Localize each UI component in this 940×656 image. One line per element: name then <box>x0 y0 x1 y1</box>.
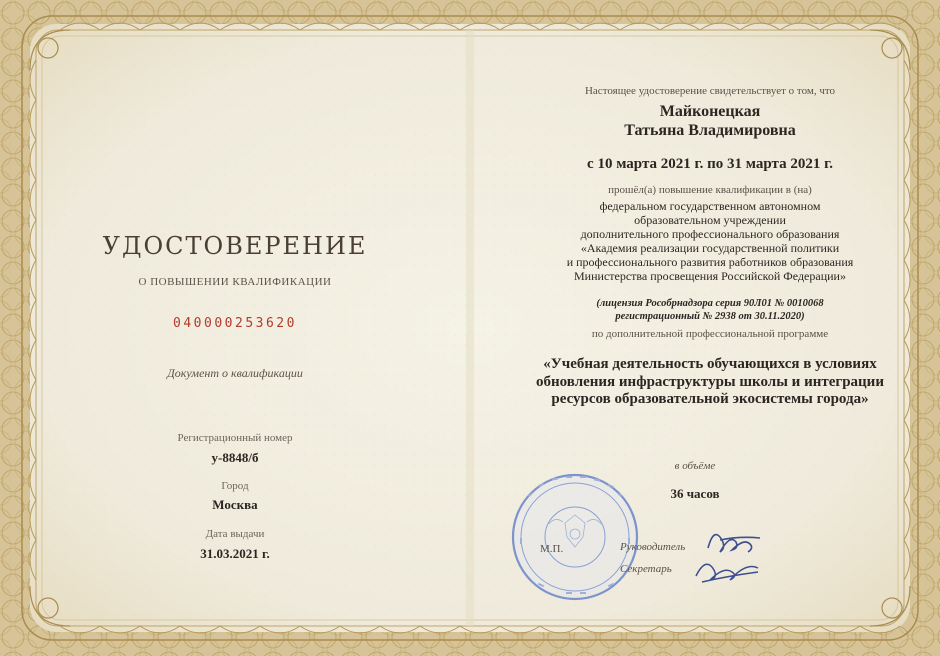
organization-block <box>500 199 920 283</box>
city-value: Москва <box>212 497 258 512</box>
organization-line: Министерства просвещения Российской Федерации» <box>574 269 846 283</box>
organization-line: «Академия реализации государственной политики <box>580 241 840 255</box>
volume-label: в объёме <box>674 460 716 472</box>
program-title <box>500 356 920 409</box>
organization-line: и профессионального развития работников образования <box>566 255 854 269</box>
program-title-line: «Учебная деятельность обучающихся в условиях <box>543 356 877 372</box>
issue-date-value: 31.03.2021 г. <box>200 546 270 561</box>
program-title-line: обновления инфраструктуры школы и интеграции <box>536 373 884 390</box>
secretary-signature <box>690 550 770 590</box>
license-block <box>500 297 920 323</box>
training-period: с 10 марта 2021 г. по 31 марта 2021 г. <box>587 156 833 172</box>
secretary-label: Секретарь <box>620 563 672 575</box>
serial-number: 040000253620 <box>173 316 297 331</box>
license-line: (лицензия Рособрнадзора серия 90Л01 № 0010068 <box>596 298 824 309</box>
registration-number: у-8848/б <box>211 450 259 465</box>
program-intro: по дополнительной профессиональной программе <box>591 328 829 340</box>
official-stamp <box>508 470 642 604</box>
organization-line: образовательном учреждении <box>634 213 786 227</box>
holder-given-names: Татьяна Владимировна <box>624 122 796 139</box>
license-line: регистрационный № 2938 от 30.11.2020) <box>615 311 805 322</box>
certificate-title: УДОСТОВЕРЕНИЕ <box>102 232 368 260</box>
document-type: Документ о квалификации <box>167 366 303 380</box>
city-label: Город <box>221 480 249 492</box>
program-title-line: ресурсов образовательной экосистемы города» <box>551 391 869 407</box>
organization-line: федеральном государственном автономном <box>599 199 821 213</box>
stamp-label: М.П. <box>540 543 564 555</box>
issue-date-label: Дата выдачи <box>205 528 265 540</box>
certificate-subtitle: О ПОВЫШЕНИИ КВАЛИФИКАЦИИ <box>138 276 332 288</box>
volume-value: 36 часов <box>670 486 720 501</box>
passed-text: прошёл(а) повышение квалификации в (на) <box>608 184 812 196</box>
holder-surname: Майконецкая <box>659 103 761 120</box>
organization-line: дополнительного профессионального образования <box>580 227 840 241</box>
intro-text: Настоящее удостоверение свидетельствует о том, что <box>584 85 836 97</box>
registration-label: Регистрационный номер <box>177 432 293 444</box>
head-label: Руководитель <box>620 541 686 553</box>
